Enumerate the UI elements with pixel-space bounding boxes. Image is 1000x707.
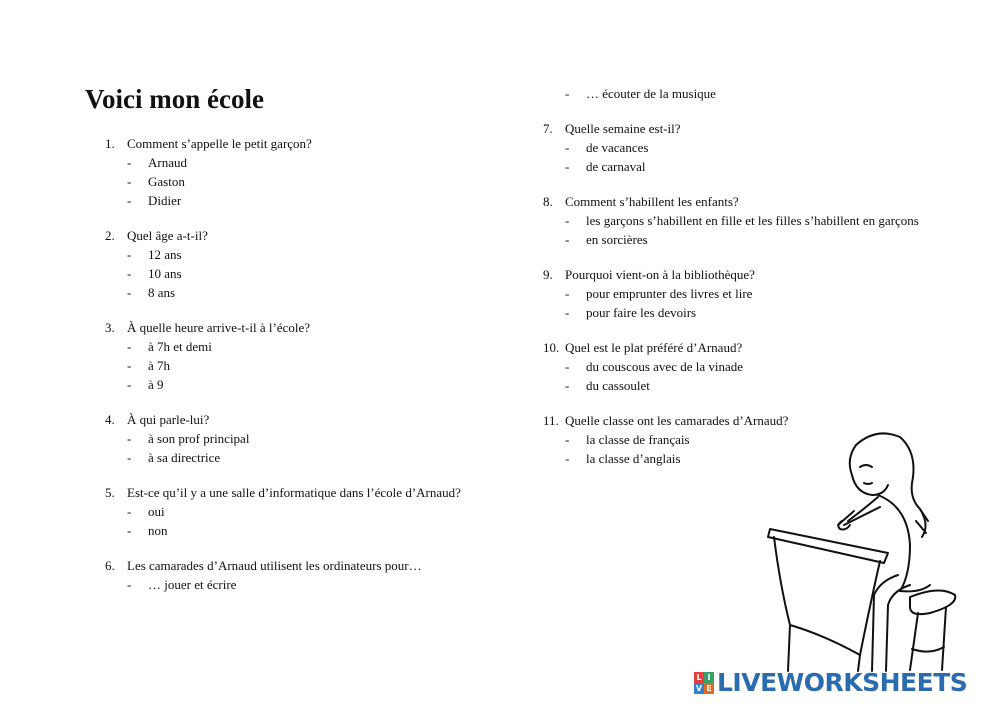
answer-option [105,337,465,356]
answer-option [105,356,465,375]
questions-right-column [543,84,923,468]
option-dash: - [565,213,570,228]
option-dash: - [127,266,132,281]
option-text: à 9 [148,377,164,392]
option-text: de vacances [586,140,649,155]
question-text: À qui parle-lui? [127,412,210,427]
page-title: Voici mon école [85,84,264,114]
answer-option [105,283,465,302]
answer-option [105,429,465,448]
question [543,119,923,138]
question [105,318,465,337]
option-text: non [148,523,168,538]
answer-option [105,375,465,394]
option-text: du couscous avec de la vinade [586,359,744,374]
option-text: Gaston [148,174,185,189]
option-text: Arnaud [148,155,187,170]
option-text: les garçons s’habillent en fille et les filles s’habillent en garçons [586,213,919,228]
option-dash: - [127,431,132,446]
option-dash: - [565,305,570,320]
option-text: de carnaval [586,159,646,174]
option-text: oui [148,504,165,519]
question [105,556,465,575]
answer-option [105,448,465,467]
question [543,265,923,284]
question-text: Quel âge a-t-il? [127,228,208,243]
question [105,134,465,153]
option-dash: - [127,285,132,300]
question [105,226,465,245]
option-dash: - [127,339,132,354]
option-dash: - [565,432,570,447]
option-text: 10 ans [148,266,182,281]
option-dash: - [565,86,570,101]
question-text: Quel est le plat préféré d’Arnaud? [565,340,743,355]
answer-option [543,284,923,303]
option-dash: - [127,450,132,465]
option-dash: - [127,358,132,373]
option-text: pour emprunter des livres et lire [586,286,753,301]
option-dash: - [127,174,132,189]
answer-option [543,357,923,376]
question-text: Comment s’habillent les enfants? [565,194,739,209]
answer-option [105,521,465,540]
question-number: 9. [543,267,553,282]
logo-text: LIVEWORKSHEETS [717,668,968,697]
logo-box-letter: E [704,683,714,694]
logo-box-letter: I [704,672,714,683]
liveworksheets-logo [694,668,967,697]
answer-option [543,157,923,176]
answer-option [543,376,923,395]
question-number: 6. [105,558,115,573]
option-dash: - [127,155,132,170]
option-dash: - [565,232,570,247]
question-number: 2. [105,228,115,243]
question-text: Comment s’appelle le petit garçon? [127,136,312,151]
option-text: du cassoulet [586,378,650,393]
option-text: la classe de français [586,432,690,447]
question [105,483,465,502]
question-number: 8. [543,194,553,209]
option-text: 12 ans [148,247,182,262]
option-text: … écouter de la musique [586,86,716,101]
option-dash: - [565,159,570,174]
question-number: 10. [543,340,560,355]
answer-option [543,211,923,230]
question-text: Quelle classe ont les camarades d’Arnaud? [565,413,789,428]
answer-option [105,191,465,210]
logo-icon [694,672,714,694]
question-number: 11. [543,413,559,428]
question-number: 1. [105,136,115,151]
option-dash: - [127,193,132,208]
option-dash: - [565,359,570,374]
question-text: Est-ce qu’il y a une salle d’informatique dans l’école d’Arnaud? [127,485,461,500]
question-number: 3. [105,320,115,335]
answer-option [543,138,923,157]
option-text: … jouer et écrire [148,577,237,592]
answer-option [105,264,465,283]
answer-option [105,172,465,191]
option-dash: - [127,377,132,392]
question [105,410,465,429]
answer-option [543,230,923,249]
answer-option [105,575,465,594]
answer-option [105,153,465,172]
question-number: 4. [105,412,115,427]
question-number: 5. [105,485,115,500]
option-text: pour faire les devoirs [586,305,697,320]
answer-option [105,245,465,264]
option-dash: - [127,577,132,592]
option-dash: - [565,286,570,301]
logo-box-letter: L [694,672,704,683]
option-dash: - [565,451,570,466]
option-text: en sorcières [586,232,648,247]
option-dash: - [127,247,132,262]
option-dash: - [127,523,132,538]
logo-box-letter: V [695,683,703,693]
option-text: à sa directrice [148,450,221,465]
question [543,338,923,357]
question-number: 7. [543,121,553,136]
option-dash: - [127,504,132,519]
option-text: 8 ans [148,285,176,300]
question-text: Pourquoi vient-on à la bibliothèque? [565,267,755,282]
continuation-option [543,84,923,103]
option-text: à 7h et demi [148,339,212,354]
question-text: À quelle heure arrive-t-il à l’école? [127,320,310,335]
option-text: à 7h [148,358,171,373]
question [543,192,923,211]
option-text: la classe d’anglais [586,451,681,466]
option-dash: - [565,378,570,393]
answer-option [543,303,923,322]
question-text: Quelle semaine est-il? [565,121,681,136]
option-text: Didier [148,193,182,208]
questions-left-column [105,134,465,594]
answer-option [105,502,465,521]
option-dash: - [565,140,570,155]
question-text: Les camarades d’Arnaud utilisent les ordinateurs pour… [127,558,422,573]
girl-writing-illustration [760,425,960,675]
option-text: à son prof principal [148,431,250,446]
